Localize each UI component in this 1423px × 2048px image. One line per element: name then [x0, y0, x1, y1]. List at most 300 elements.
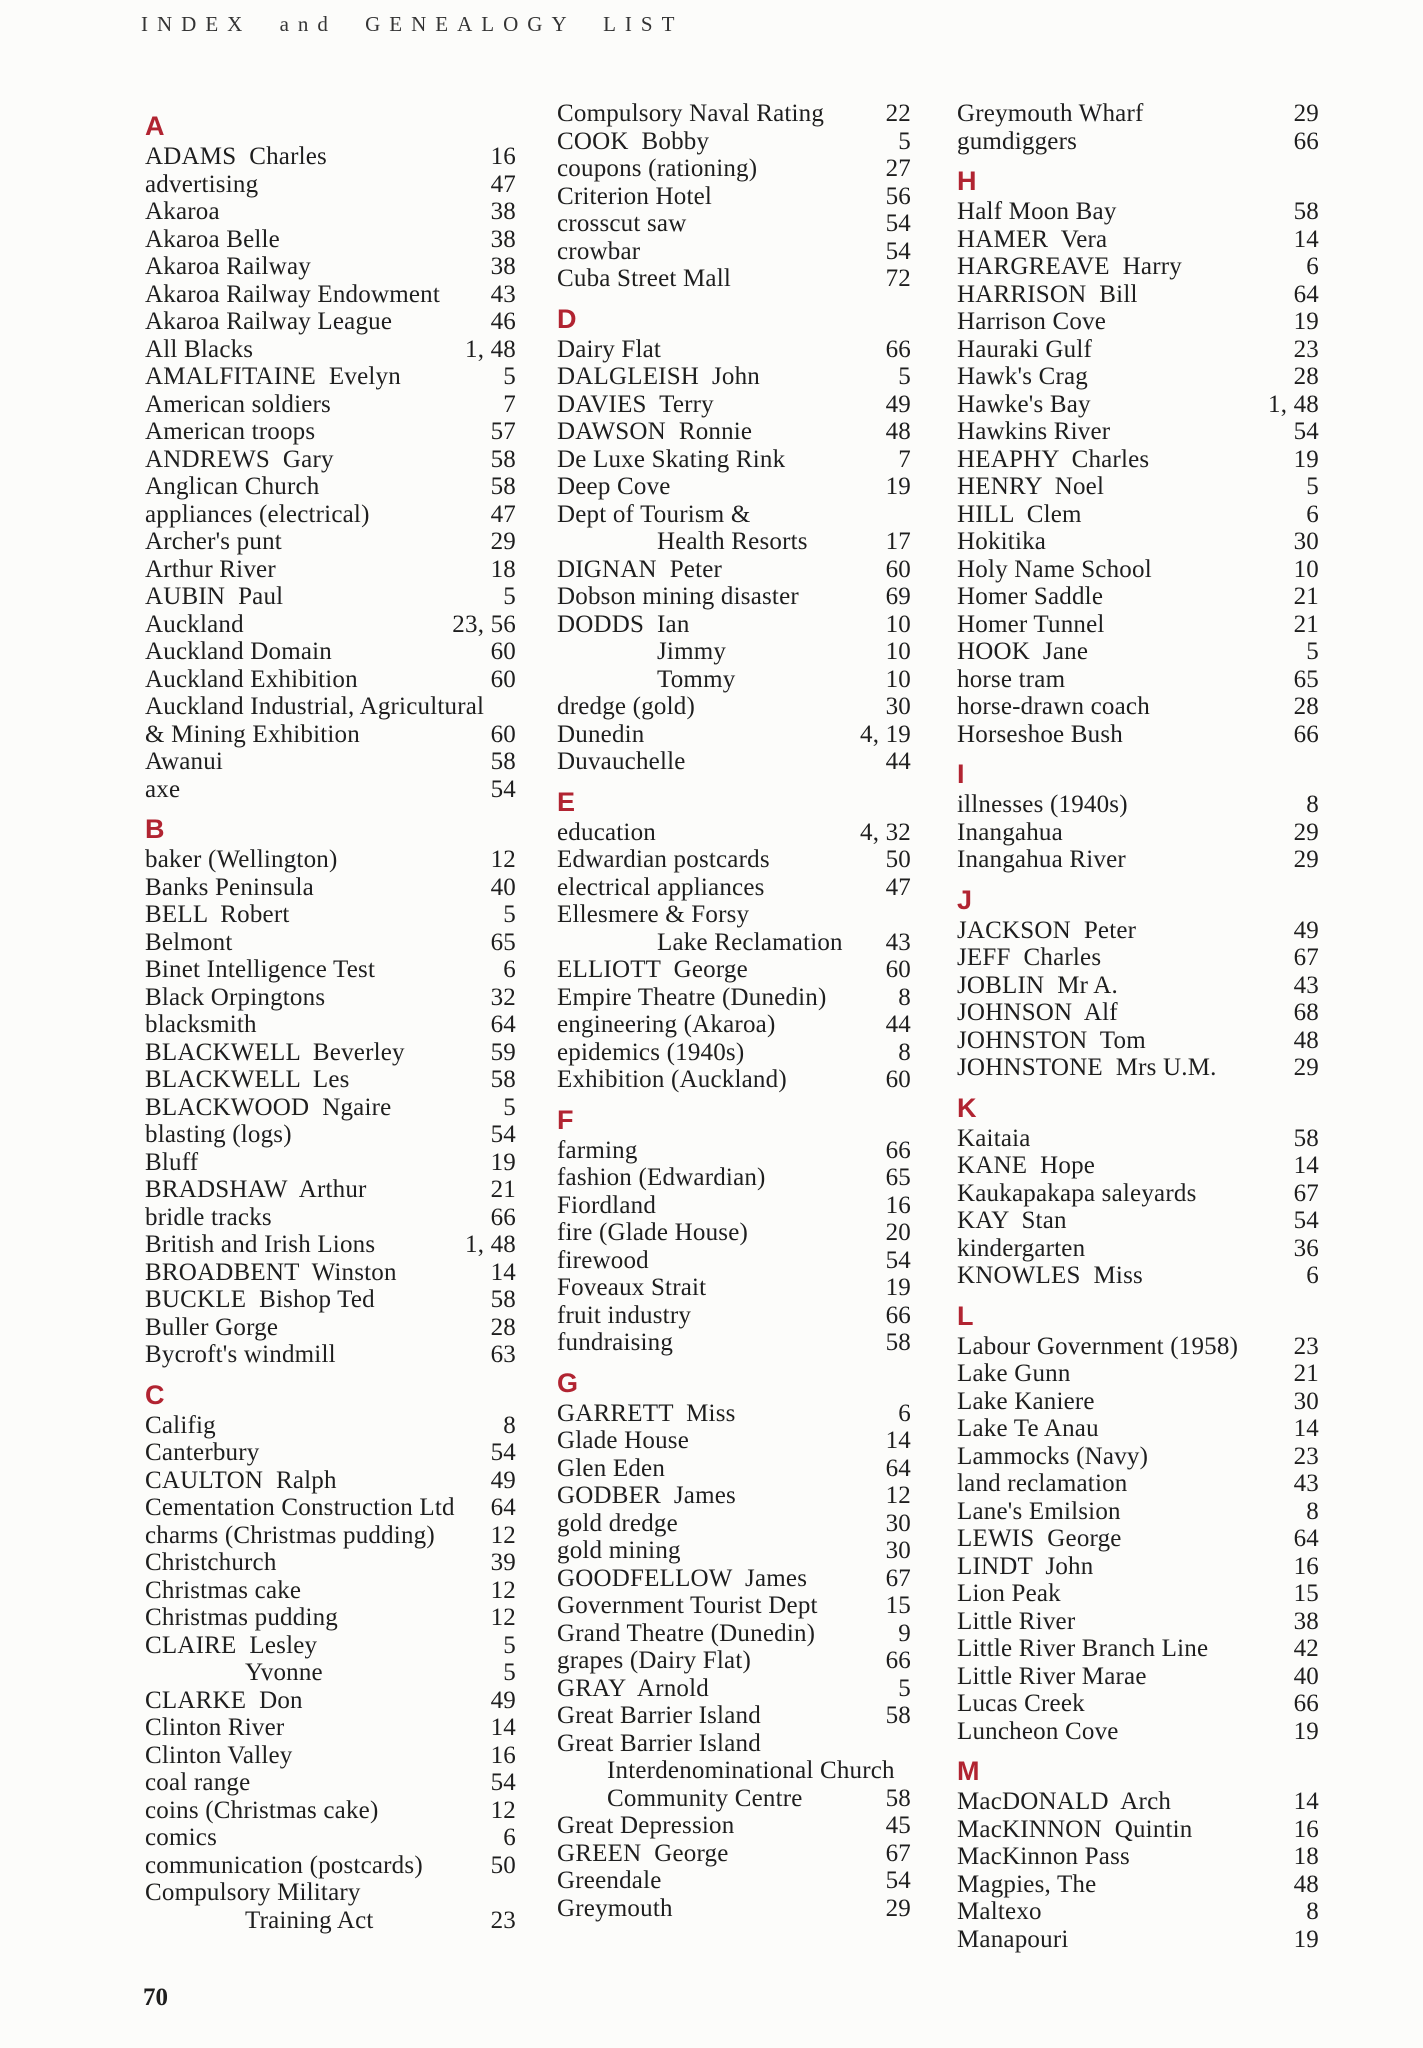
index-entry [957, 1180, 1319, 1208]
index-entry [957, 1525, 1319, 1553]
index-entry [957, 583, 1319, 611]
entry-label: HILL Clem [957, 500, 1082, 528]
index-entry [145, 1494, 516, 1522]
entry-label: American soldiers [145, 390, 331, 418]
entry-label: Black Orpingtons [145, 983, 326, 1011]
entry-label: Cementation Construction Ltd [145, 1494, 455, 1521]
entry-label: GREEN George [557, 1839, 729, 1867]
index-entry [557, 1247, 911, 1275]
entry-page-number: 46 [490, 308, 516, 335]
entry-page-number: 54 [885, 210, 911, 237]
index-entry [145, 846, 516, 874]
entry-label: Lake Kaniere [957, 1387, 1095, 1415]
entry-label: Jimmy [657, 638, 727, 665]
entry-page-number: 54 [1293, 418, 1319, 445]
index-entry [145, 556, 516, 584]
entry-label: Banks Peninsula [145, 873, 314, 901]
entry-page-number: 19 [1293, 1717, 1319, 1745]
entry-page-number: 19 [1293, 308, 1319, 335]
index-entry [557, 1274, 911, 1302]
entry-label: Dobson mining disaster [557, 583, 799, 610]
entry-page-number: 58 [885, 1329, 911, 1356]
entry-label: Awanui [145, 748, 224, 775]
index-entry [145, 391, 516, 419]
entry-label: Lion Peak [957, 1580, 1061, 1607]
entry-label: Inangahua [957, 818, 1063, 846]
entry-label: Foveaux Strait [557, 1274, 707, 1301]
entry-label: Luncheon Cove [957, 1717, 1119, 1745]
index-entry [957, 1498, 1319, 1526]
entry-label: Lammocks (Navy) [957, 1442, 1149, 1470]
entry-page-number: 8 [503, 1411, 516, 1439]
entry-page-number: 54 [885, 237, 911, 265]
entry-page-number: 6 [1306, 500, 1319, 528]
entry-label: Exhibition (Auckland) [557, 1066, 787, 1093]
entry-page-number: 69 [885, 583, 911, 610]
section-letter-j: J [957, 884, 974, 915]
entry-page-number: 30 [1293, 528, 1319, 555]
entry-page-number: 58 [490, 1286, 516, 1313]
entry-page-number: 29 [490, 528, 516, 555]
entry-label: BROADBENT Winston [145, 1258, 397, 1286]
entry-page-number: 64 [490, 1494, 516, 1521]
entry-label: Edwardian postcards [557, 846, 770, 873]
index-entry [957, 253, 1319, 281]
entry-page-number: 8 [898, 983, 911, 1011]
entry-label: DAVIES Terry [557, 390, 714, 418]
index-entry [957, 846, 1319, 874]
entry-label: Compulsory Naval Rating [557, 100, 825, 127]
index-entry [957, 446, 1319, 474]
entry-label: Homer Tunnel [957, 610, 1105, 638]
entry-label: Little River Branch Line [957, 1635, 1209, 1662]
entry-page-number: 64 [490, 1011, 516, 1038]
entry-label: gold mining [557, 1537, 681, 1564]
entry-page-number: 58 [490, 445, 516, 473]
entry-label: Great Depression [557, 1812, 735, 1839]
entry-label: British and Irish Lions [145, 1231, 376, 1258]
index-entry [957, 999, 1319, 1027]
entry-label: communication (postcards) [145, 1851, 423, 1879]
entry-page-number: 30 [885, 693, 911, 720]
entry-page-number: 14 [490, 1714, 516, 1741]
entry-page-number: 5 [503, 583, 516, 610]
entry-label: fire (Glade House) [557, 1219, 749, 1246]
entry-label: ANDREWS Gary [145, 445, 334, 473]
index-entry [557, 1757, 911, 1785]
entry-label: firewood [557, 1246, 649, 1274]
entry-page-number: 8 [1306, 1497, 1319, 1525]
entry-page-number: 5 [503, 1093, 516, 1121]
entry-page-number: 27 [885, 155, 911, 182]
index-entry [957, 391, 1319, 419]
section-letter-c: C [145, 1379, 166, 1410]
entry-label: Akaroa [145, 198, 220, 225]
entry-label: charms (Christmas pudding) [145, 1521, 435, 1549]
page-number: 70 [143, 1984, 168, 2011]
entry-page-number: 30 [1293, 1387, 1319, 1415]
index-entry [557, 1066, 911, 1094]
index-entry [957, 972, 1319, 1000]
index-entry [957, 1388, 1319, 1416]
index-entry [957, 556, 1319, 584]
index-entry [957, 308, 1319, 336]
entry-label: Bycroft's windmill [145, 1341, 336, 1368]
section-letter-m: M [957, 1756, 981, 1786]
entry-page-number: 47 [490, 170, 516, 198]
index-entry [557, 1840, 911, 1868]
index-entry [145, 638, 516, 666]
index-entry [957, 1898, 1319, 1926]
index-entry [557, 1164, 911, 1192]
index-entry [957, 363, 1319, 391]
entry-label: KAY Stan [957, 1207, 1067, 1234]
entry-page-number: 16 [1293, 1552, 1319, 1580]
index-entry [957, 1207, 1319, 1235]
entry-label: Grand Theatre (Dunedin) [557, 1619, 816, 1647]
entry-page-number: 29 [885, 1894, 911, 1922]
entry-page-number: 16 [490, 1741, 516, 1769]
entry-page-number: 14 [1293, 1415, 1319, 1442]
entry-page-number: 6 [1306, 253, 1319, 280]
index-entry [957, 528, 1319, 556]
index-entry [957, 100, 1319, 128]
entry-page-number: 6 [503, 1824, 516, 1851]
index-entry [145, 748, 516, 776]
entry-label: Criterion Hotel [557, 182, 713, 210]
index-entry [557, 556, 911, 584]
index-entry [145, 666, 516, 694]
entry-page-number: 58 [1293, 198, 1319, 225]
index-entry [957, 1415, 1319, 1443]
index-entry [557, 929, 911, 957]
entry-page-number: 8 [898, 1038, 911, 1066]
entry-label: Harrison Cove [957, 308, 1107, 335]
entry-label: JOBLIN Mr A. [957, 971, 1118, 999]
entry-label: Community Centre [607, 1784, 803, 1812]
index-entry [145, 1341, 516, 1369]
entry-page-number: 28 [490, 1313, 516, 1341]
index-entry [957, 198, 1319, 226]
index-entry [957, 1054, 1319, 1082]
entry-page-number: 10 [1293, 555, 1319, 583]
entry-label: baker (Wellington) [145, 846, 338, 873]
entry-page-number: 29 [1293, 818, 1319, 846]
index-entry [957, 1926, 1319, 1954]
index-entry [145, 418, 516, 446]
entry-page-number: 58 [1293, 1124, 1319, 1152]
entry-page-number: 44 [885, 1011, 911, 1038]
entry-page-number: 54 [490, 775, 516, 803]
index-entry [557, 501, 911, 529]
index-entry [145, 501, 516, 529]
entry-label: Labour Government (1958) [957, 1332, 1239, 1360]
index-entry [145, 1604, 516, 1632]
index-entry [957, 1816, 1319, 1844]
index-entry [557, 1011, 911, 1039]
index-entry [557, 1192, 911, 1220]
index-entry [957, 1843, 1319, 1871]
index-entry [145, 1204, 516, 1232]
index-entry [145, 693, 516, 721]
entry-label: ELLIOTT George [557, 956, 748, 983]
entry-label: KNOWLES Miss [957, 1262, 1143, 1289]
index-entry [557, 528, 911, 556]
entry-page-number: 10 [885, 638, 911, 665]
entry-label: Glen Eden [557, 1454, 666, 1482]
entry-page-number: 16 [885, 1191, 911, 1219]
section-letter-e: E [557, 786, 577, 817]
entry-page-number: 16 [490, 143, 516, 170]
entry-label: CAULTON Ralph [145, 1466, 337, 1494]
entry-label: Akaroa Railway [145, 253, 311, 280]
entry-page-number: 50 [490, 1851, 516, 1879]
index-entry [557, 1482, 911, 1510]
entry-page-number: 43 [1293, 1470, 1319, 1497]
entry-label: Empire Theatre (Dunedin) [557, 983, 827, 1011]
entry-page-number: 45 [885, 1812, 911, 1839]
entry-page-number: 40 [1293, 1662, 1319, 1690]
entry-label: AMALFITAINE Evelyn [145, 363, 401, 390]
entry-label: BELL Robert [145, 901, 290, 928]
entry-label: Arthur River [145, 555, 276, 583]
entry-page-number: 66 [885, 335, 911, 363]
index-entry [145, 473, 516, 501]
entry-page-number: 67 [885, 1839, 911, 1867]
index-entry [145, 1852, 516, 1880]
index-entry [957, 501, 1319, 529]
entry-page-number: 65 [1293, 665, 1319, 693]
entry-page-number: 4, 19 [860, 720, 911, 748]
entry-page-number: 36 [1293, 1234, 1319, 1262]
index-entry [957, 1635, 1319, 1663]
entry-page-number: 43 [1293, 971, 1319, 999]
index-entry [145, 1314, 516, 1342]
entry-label: Dairy Flat [557, 335, 662, 363]
entry-label: Belmont [145, 928, 233, 956]
entry-label: fundraising [557, 1329, 674, 1356]
entry-page-number: 14 [490, 1258, 516, 1286]
entry-page-number: 5 [898, 363, 911, 390]
entry-page-number: 66 [885, 1647, 911, 1674]
index-entry [957, 721, 1319, 749]
index-column-3 [957, 100, 1319, 1953]
index-entry [145, 929, 516, 957]
entry-label: land reclamation [957, 1470, 1128, 1497]
entry-page-number: 8 [1306, 791, 1319, 818]
entry-label: Interdenominational Church [607, 1757, 895, 1784]
entry-label: KANE Hope [957, 1152, 1096, 1179]
index-entry [145, 1149, 516, 1177]
entry-page-number: 66 [1293, 1690, 1319, 1717]
entry-label: BRADSHAW Arthur [145, 1176, 367, 1203]
entry-page-number: 30 [885, 1537, 911, 1564]
index-entry [557, 846, 911, 874]
entry-label: Duvauchelle [557, 748, 686, 775]
index-entry [145, 1797, 516, 1825]
entry-page-number: 63 [490, 1341, 516, 1368]
entry-label: JEFF Charles [957, 944, 1102, 971]
entry-label: Cuba Street Mall [557, 265, 732, 292]
entry-page-number: 38 [490, 253, 516, 280]
index-entry [957, 281, 1319, 309]
index-entry [557, 666, 911, 694]
entry-label: Health Resorts [657, 528, 808, 555]
entry-label: Lane's Emilsion [957, 1497, 1121, 1525]
entry-label: Manapouri [957, 1925, 1069, 1953]
entry-label: Lake Gunn [957, 1360, 1071, 1387]
index-entry [145, 281, 516, 309]
entry-label: Anglican Church [145, 473, 320, 500]
entry-label: Archer's punt [145, 528, 282, 555]
entry-page-number: 67 [885, 1564, 911, 1592]
entry-page-number: 21 [1293, 610, 1319, 638]
entry-label: Hawke's Bay [957, 390, 1091, 418]
entry-label: Yvonne [245, 1659, 323, 1686]
index-entry [557, 638, 911, 666]
entry-page-number: 8 [1306, 1898, 1319, 1925]
entry-label: Greymouth Wharf [957, 100, 1144, 127]
index-entry [557, 1867, 911, 1895]
entry-page-number: 21 [1293, 583, 1319, 610]
entry-page-number: 14 [885, 1427, 911, 1454]
index-entry [957, 1553, 1319, 1581]
entry-label: CLARKE Don [145, 1686, 303, 1714]
entry-page-number: 54 [490, 1769, 516, 1796]
entry-page-number: 19 [490, 1148, 516, 1176]
entry-page-number: 28 [1293, 693, 1319, 720]
entry-label: grapes (Dairy Flat) [557, 1647, 752, 1674]
entry-label: De Luxe Skating Rink [557, 445, 786, 473]
entry-label: LEWIS George [957, 1525, 1122, 1552]
entry-label: Holy Name School [957, 555, 1152, 583]
entry-label: blasting (logs) [145, 1121, 292, 1148]
entry-label: DALGLEISH John [557, 363, 760, 390]
entry-page-number: 60 [490, 638, 516, 665]
entry-label: Akaroa Railway League [145, 308, 393, 335]
index-entry [145, 171, 516, 199]
entry-page-number: 12 [490, 1796, 516, 1824]
index-entry [557, 1039, 911, 1067]
entry-label: dredge (gold) [557, 693, 695, 720]
entry-label: Inangahua River [957, 846, 1126, 873]
index-entry [557, 1812, 911, 1840]
entry-page-number: 16 [1293, 1815, 1319, 1843]
entry-label: Christchurch [145, 1549, 277, 1576]
index-entry [145, 363, 516, 391]
entry-page-number: 1, 48 [465, 335, 516, 363]
index-entry [145, 1879, 516, 1907]
index-entry [557, 1675, 911, 1703]
entry-page-number: 66 [1293, 720, 1319, 748]
index-entry [557, 100, 911, 128]
entry-page-number: 57 [490, 418, 516, 445]
entry-page-number: 48 [885, 418, 911, 445]
index-entry [557, 693, 911, 721]
index-entry [145, 956, 516, 984]
entry-page-number: 48 [1293, 1026, 1319, 1054]
entry-page-number: 54 [490, 1121, 516, 1148]
entry-label: Clinton Valley [145, 1741, 293, 1769]
entry-page-number: 6 [898, 1399, 911, 1427]
entry-page-number: 7 [503, 390, 516, 418]
entry-page-number: 19 [885, 473, 911, 500]
index-entry [557, 1219, 911, 1247]
entry-label: MacDONALD Arch [957, 1788, 1172, 1815]
index-entry [145, 874, 516, 902]
entry-page-number: 28 [1293, 363, 1319, 390]
index-entry [957, 1580, 1319, 1608]
index-entry [145, 1176, 516, 1204]
entry-label: Homer Saddle [957, 583, 1104, 610]
index-entry [145, 1066, 516, 1094]
entry-page-number: 5 [503, 1659, 516, 1686]
index-entry [957, 666, 1319, 694]
section-letter-b: B [145, 814, 166, 844]
index-entry [557, 391, 911, 419]
entry-label: Deep Cove [557, 473, 671, 500]
entry-page-number: 14 [1293, 225, 1319, 253]
index-entry [145, 1039, 516, 1067]
index-entry [145, 1467, 516, 1495]
entry-page-number: 9 [898, 1619, 911, 1647]
entry-page-number: 23 [1293, 1332, 1319, 1360]
entry-page-number: 54 [1293, 1207, 1319, 1234]
entry-page-number: 60 [885, 555, 911, 583]
section-letter-k: K [957, 1092, 978, 1123]
index-entry [145, 1259, 516, 1287]
entry-page-number: 40 [490, 873, 516, 901]
index-entry [145, 1659, 516, 1687]
entry-page-number: 72 [885, 265, 911, 292]
entry-page-number: 54 [885, 1867, 911, 1894]
index-entry [557, 363, 911, 391]
section-letter-g: G [557, 1367, 580, 1398]
entry-page-number: 5 [1306, 638, 1319, 665]
index-entry [145, 253, 516, 281]
index-entry [557, 1730, 911, 1758]
entry-page-number: 18 [490, 555, 516, 583]
index-entry [957, 1027, 1319, 1055]
entry-page-number: 67 [1293, 944, 1319, 971]
entry-page-number: 49 [490, 1686, 516, 1714]
entry-label: comics [145, 1824, 218, 1851]
entry-label: Government Tourist Dept [557, 1592, 818, 1619]
index-entry [557, 1537, 911, 1565]
entry-label: HARGREAVE Harry [957, 253, 1182, 280]
entry-page-number: 65 [885, 1164, 911, 1191]
entry-label: Califig [145, 1411, 216, 1439]
index-entry [145, 611, 516, 639]
entry-page-number: 12 [490, 1576, 516, 1604]
entry-label: Kaukapakapa saleyards [957, 1179, 1197, 1207]
entry-page-number: 7 [898, 445, 911, 473]
entry-label: education [557, 818, 656, 846]
index-entry [957, 693, 1319, 721]
index-entry [557, 418, 911, 446]
entry-label: horse tram [957, 665, 1066, 693]
index-entry [557, 611, 911, 639]
entry-label: DIGNAN Peter [557, 555, 723, 583]
entry-label: Kaitaia [957, 1124, 1031, 1152]
index-entry [557, 874, 911, 902]
entry-label: Compulsory Military [145, 1879, 361, 1906]
index-entry [957, 1125, 1319, 1153]
index-entry [145, 1522, 516, 1550]
entry-label: BLACKWELL Les [145, 1066, 350, 1093]
index-entry [145, 1714, 516, 1742]
index-entry [557, 446, 911, 474]
